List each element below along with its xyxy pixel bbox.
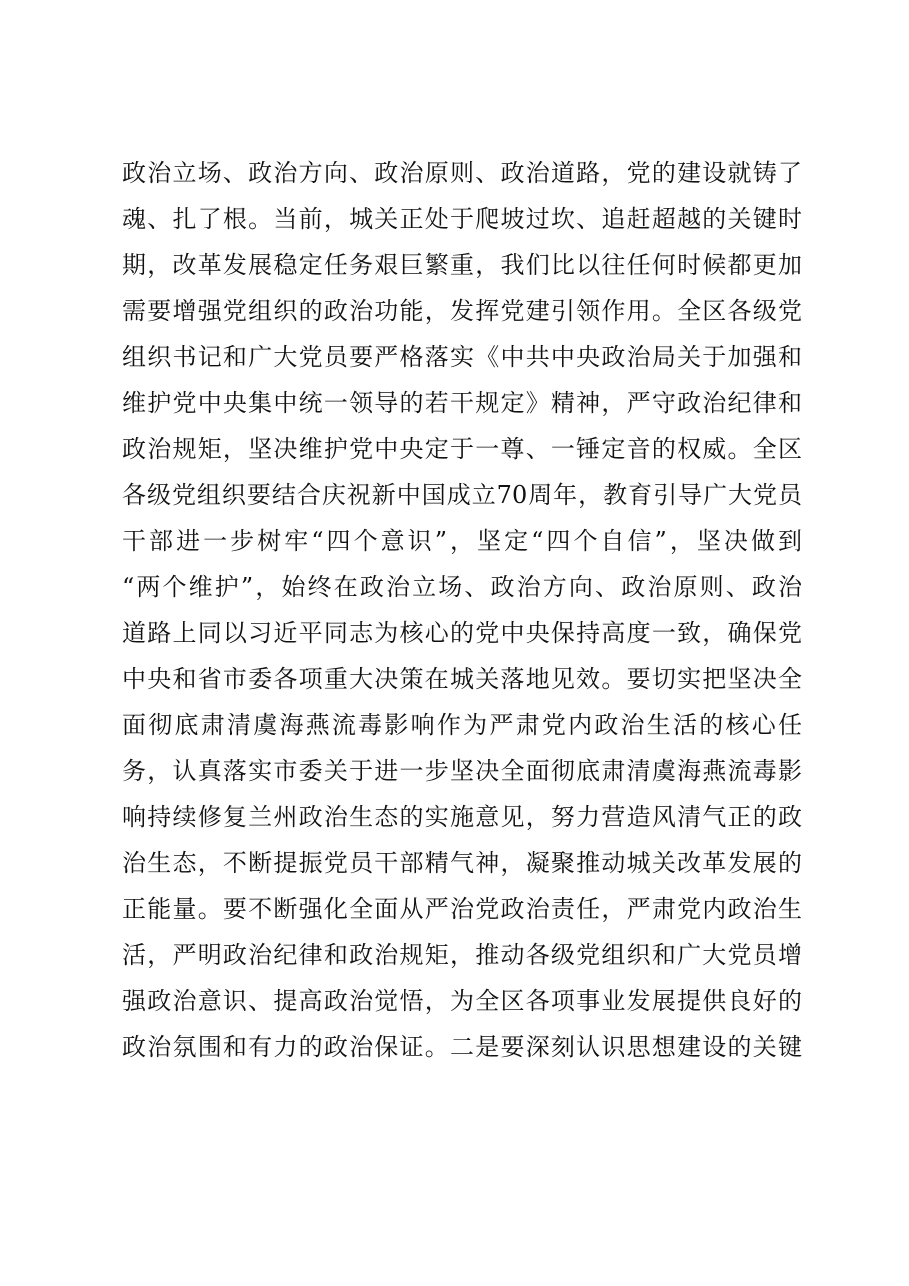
body-text xyxy=(122,150,802,1070)
text-line: 政治规矩，坚决维护党中央定于一尊、一锤定音的权威。全区 xyxy=(122,435,802,463)
text-line: 各级党组织要结合庆祝新中国成立70周年，教育引导广大党员 xyxy=(122,481,802,509)
text-line: 治生态，不断提振党员干部精气神，凝聚推动城关改革发展的 xyxy=(122,849,802,877)
text-line: 期，改革发展稳定任务艰巨繁重，我们比以往任何时候都更加 xyxy=(122,251,802,279)
text-line: 强政治意识、提高政治觉悟，为全区各项事业发展提供良好的 xyxy=(122,987,802,1015)
text-line: 面彻底肃清虞海燕流毒影响作为严肃党内政治生活的核心任 xyxy=(122,711,802,739)
text-line: 中央和省市委各项重大决策在城关落地见效。要切实把坚决全 xyxy=(122,665,802,693)
text-line: 组织书记和广大党员要严格落实《中共中央政治局关于加强和 xyxy=(122,343,802,371)
text-line: 维护党中央集中统一领导的若干规定》精神，严守政治纪律和 xyxy=(122,389,802,417)
text-line: 务，认真落实市委关于进一步坚决全面彻底肃清虞海燕流毒影 xyxy=(122,757,802,785)
text-line: 响持续修复兰州政治生态的实施意见，努力营造风清气正的政 xyxy=(122,803,802,831)
text-line: 活，严明政治纪律和政治规矩，推动各级党组织和广大党员增 xyxy=(122,941,802,969)
text-line: 政治立场、政治方向、政治原则、政治道路，党的建设就铸了 xyxy=(122,159,802,187)
text-line: 魂、扎了根。当前，城关正处于爬坡过坎、追赶超越的关键时 xyxy=(122,205,802,233)
text-line: 干部进一步树牢“四个意识”，坚定“四个自信”，坚决做到 xyxy=(122,527,802,555)
text-line: 正能量。要不断强化全面从严治党政治责任，严肃党内政治生 xyxy=(122,895,802,923)
text-line: 政治氛围和有力的政治保证。二是要深刻认识思想建设的关键 xyxy=(122,1033,802,1061)
text-line: “两个维护”，始终在政治立场、政治方向、政治原则、政治 xyxy=(122,573,802,601)
text-line: 需要增强党组织的政治功能，发挥党建引领作用。全区各级党 xyxy=(122,297,802,325)
text-line: 道路上同以习近平同志为核心的党中央保持高度一致，确保党 xyxy=(122,619,802,647)
